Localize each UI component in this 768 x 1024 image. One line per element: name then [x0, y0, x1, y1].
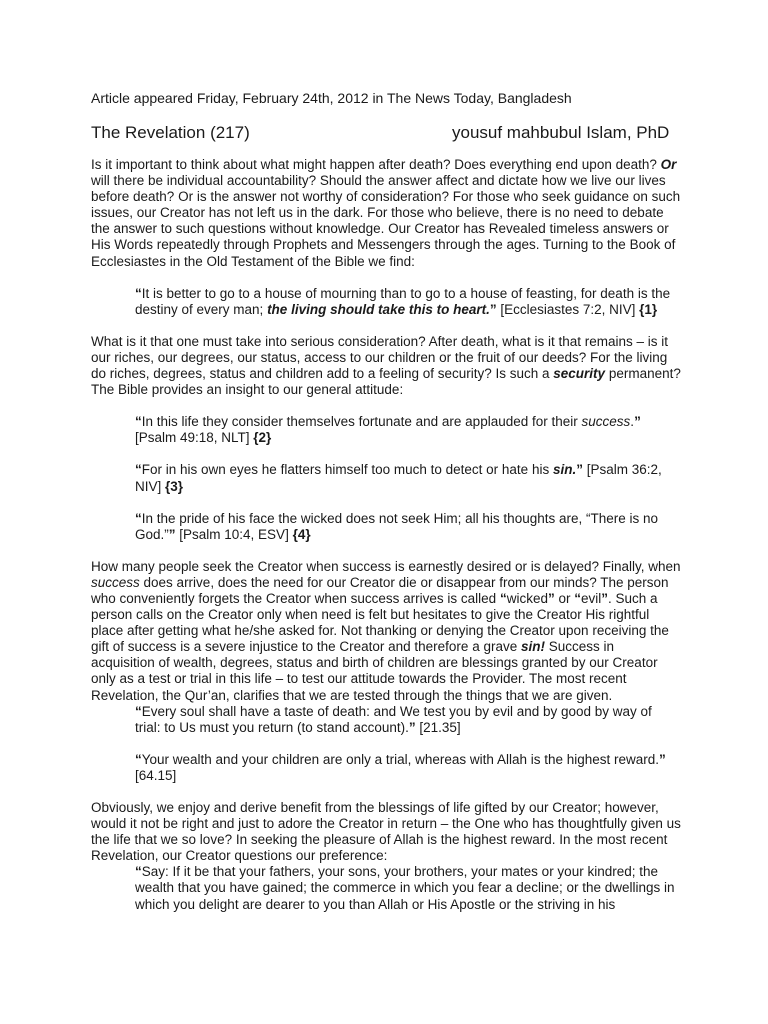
source-line: Article appeared Friday, February 24th, 2012 in The News Today, Bangladesh [91, 90, 572, 106]
quote-ecclesiastes: “It is better to go to a house of mourning than to go to a house of feasting, for death is the destiny of every man; the living should take this to heart.” [Ecclesiastes 7:2, NIV] {1} [135, 285, 671, 317]
quote-psalm-49: “In this life they consider themselves fortunate and are applauded for their success.” [Psalm 49:18, NLT] {2} [135, 414, 641, 446]
quote-psalm-36: “For in his own eyes he flatters himself too much to detect or hate his sin.” [Psalm 36:2, NIV] {3} [135, 462, 662, 494]
article-title: The Revelation (217) [91, 123, 250, 142]
footnote-ref-1: {1} [639, 301, 658, 317]
paragraph-1: Is it important to think about what might happen after death? Does everything end upon death? Or will there be individual accountability? Should the answer affect and dictate how we live our lives before death? Or is the answer not worthy of consideration? For those who seek guidance on such issues, our Creator has not left us in the dark. For those who believe, there is no need to debate the answer to such questions without knowledge. Our Creator has Revealed timeless answers or His Words repeatedly through Prophets and Messengers through the ages. Turning to the Book of Ecclesiastes in the Old Testament of the Bible we find: [91, 157, 681, 269]
quote-psalm-10: “In the pride of his face the wicked does not seek Him; all his thoughts are, “There is no God.”” [Psalm 10:4, ESV] {4} [135, 510, 659, 542]
footnote-ref-4: {4} [292, 526, 311, 542]
quote-quran-21-35: “Every soul shall have a taste of death: and We test you by evil and by good by way of trial: to Us must you return (to stand account).” [21.35] [135, 703, 652, 735]
author-name: yousuf mahbubul Islam, PhD [452, 123, 670, 142]
paragraph-3: How many people seek the Creator when success is earnestly desired or is delayed? Finally, when success does arrive, does the need for our Creator die or disappear from our minds? The person who conveniently forgets the Creator when success arrives is called “wicked” or “evil”. Such a person calls on the Creator only when need is felt but hesitates to give the Creator His rightful place after getting what he/she asked for. Not thanking or denying the Creator upon receiving the gift of success is a severe injustice to the Creator and therefore a grave sin! Success in acquisition of wealth, degrees, status and birth of children are blessings granted by our Creator only as a test or trial in this life – to test our attitude towards the Provider. The most recent Revelation, the Qur’an, clarifies that we are tested through the things that we are given. [91, 558, 681, 703]
quote-quran-say: “Say: If it be that your fathers, your sons, your brothers, your mates or your kindred; the wealth that you have gained; the commerce in which you fear a decline; or the dwellings in which you delight are dearer to you than Allah or His Apostle or the striving in his [135, 864, 675, 912]
paragraph-2: What is it that one must take into serious consideration? After death, what is it that remains – is it our riches, our degrees, our status, access to our children or the fruit of our deeds? For the living do riches, degrees, status and children add to a feeling of security? Is such a security permanent? The Bible provides an insight to our general attitude: [91, 333, 681, 398]
article-body [91, 157, 681, 913]
quote-quran-64-15: “Your wealth and your children are only a trial, whereas with Allah is the highest reward.” [64.15] [135, 751, 666, 783]
paragraph-4: Obviously, we enjoy and derive benefit from the blessings of life gifted by our Creator; however, would it not be right and just to adore the Creator in return – the One who has thoughtfully given us the life that we so love? In seeking the pleasure of Allah is the highest reward. In the most recent Revelation, our Creator questions our preference: [91, 800, 681, 864]
footnote-ref-3: {3} [165, 478, 184, 494]
footnote-ref-2: {2} [253, 430, 272, 446]
